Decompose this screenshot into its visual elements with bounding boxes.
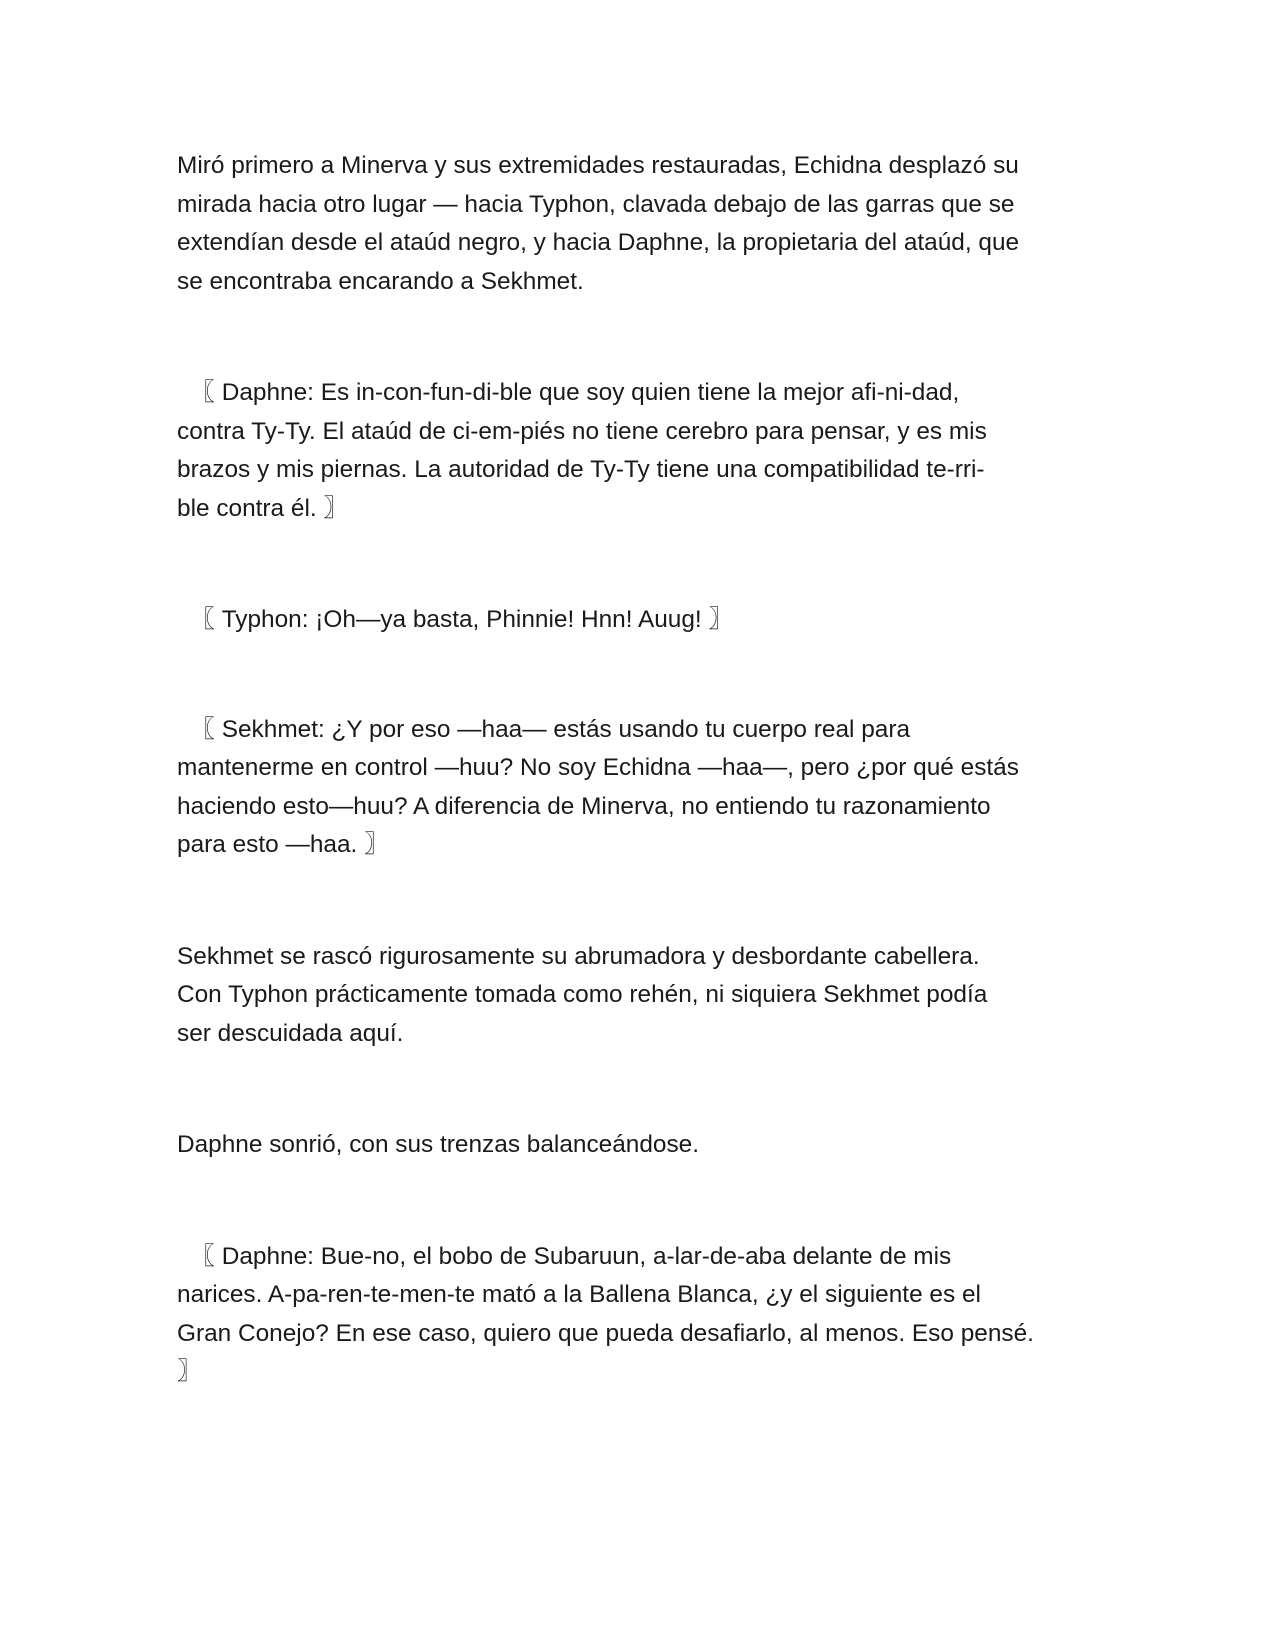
document-body (177, 147, 1107, 1392)
dialogue-paragraph-typhon: 〖 Typhon: ¡Oh—ya basta, Phinnie! Hnn! Auug! 〗 (177, 606, 733, 633)
narration-paragraph: Miró primero a Minerva y sus extremidades restauradas, Echidna desplazó su mirada hacia otro lugar — hacia Typhon, clavada debajo de las garras que se extendían desde el ataúd negro, y hacia Daphne, la propietaria del ataúd, que se encontraba encarando a Sekhmet. (177, 152, 1020, 295)
narration-paragraph: Sekhmet se rascó rigurosamente su abrumadora y desbordante cabellera. Con Typhon prácticamente tomada como rehén, ni siquiera Sekhmet podía ser descuidada aquí. (177, 942, 988, 1047)
narration-paragraph: Daphne sonrió, con sus trenzas balanceándose. (177, 1131, 700, 1158)
dialogue-paragraph-sekhmet: 〖 Sekhmet: ¿Y por eso —haa— estás usando tu cuerpo real para mantenerme en control —huu? No soy Echidna —haa—, pero ¿por qué estás haciendo esto—huu? A diferencia de Minerva, no entiendo tu razonamiento para esto —haa. 〗 (177, 715, 1019, 858)
dialogue-paragraph-daphne: 〖 Daphne: Es in-con-fun-di-ble que soy quien tiene la mejor afi-ni-dad, contra Ty-Ty. El ataúd de ci-em-piés no tiene cerebro para pensar, y es mis brazos y mis piernas. La autoridad de Ty-Ty tiene una compatibilidad te-rri- ble contra él. 〗 (177, 379, 987, 522)
dialogue-paragraph-daphne: 〖 Daphne: Bue-no, el bobo de Subaruun, a-lar-de-aba delante de mis narices. A-pa-ren-te-men-te mató a la Ballena Blanca, ¿y el siguiente es el Gran Conejo? En ese caso, quiero que pueda desafiarlo, al menos. Eso pensé. 〗 (177, 1242, 1034, 1385)
